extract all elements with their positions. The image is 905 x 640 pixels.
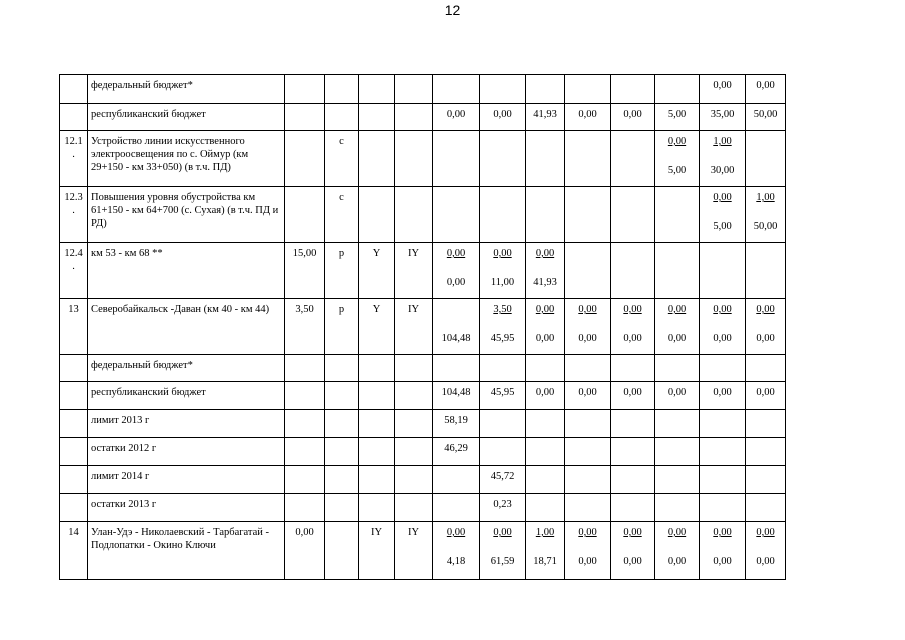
row-name: лимит 2013 г: [88, 410, 285, 438]
row-number: [60, 75, 88, 104]
category-cell: IY: [395, 522, 433, 580]
value-cell: 0,00 5,00: [700, 187, 746, 243]
page-number: 12: [444, 2, 461, 18]
row-name: км 53 - км 68 **: [88, 243, 285, 299]
value-cell: 1,00 18,71: [526, 522, 565, 580]
value-cell: 0,00 0,00: [565, 522, 611, 580]
table-row: [60, 243, 786, 299]
row-name: республиканский бюджет: [88, 104, 285, 131]
work-type: р: [325, 299, 359, 355]
row-number: 14: [60, 522, 88, 580]
value-cell: 0,00 0,00: [433, 243, 480, 299]
row-name: федеральный бюджет*: [88, 75, 285, 104]
value-cell: 0,00 0,00: [746, 522, 786, 580]
table-row: [60, 187, 786, 243]
row-name: лимит 2014 г: [88, 466, 285, 494]
row-name: Устройство линии искусственного электроосвещения по с. Оймур (км 29+150 - км 33+050) (в т.ч. ПД): [88, 131, 285, 187]
value-cell: 0,00 0,00: [611, 299, 655, 355]
row-number: 12.3 .: [60, 187, 88, 243]
value-cell: 0,00: [526, 382, 565, 410]
table-row: [60, 382, 786, 410]
value-cell: 0,00 0,00: [655, 522, 700, 580]
length-cell: 0,00: [285, 522, 325, 580]
row-name: остатки 2013 г: [88, 494, 285, 522]
row-name: Северобайкальск -Даван (км 40 - км 44): [88, 299, 285, 355]
table-row: [60, 299, 786, 355]
table-row: [60, 438, 786, 466]
category-cell: Y: [359, 243, 395, 299]
value-cell: 45,95: [480, 382, 526, 410]
table-row: [60, 104, 786, 131]
value-cell: 0,00 0,00: [700, 522, 746, 580]
value-cell: 0,00 0,00: [565, 299, 611, 355]
value-cell: 5,00: [655, 104, 700, 131]
row-name: Повышения уровня обустройства км 61+150 - км 64+700 (с. Сухая) (в т.ч. ПД и РД): [88, 187, 285, 243]
work-type: с: [325, 187, 359, 243]
value-cell: 0,00 0,00: [746, 299, 786, 355]
table-row: [60, 466, 786, 494]
value-cell: 35,00: [700, 104, 746, 131]
value-cell: 46,29: [433, 438, 480, 466]
value-cell: 0,00: [433, 104, 480, 131]
value-cell: 58,19: [433, 410, 480, 438]
value-cell: 0,23: [480, 494, 526, 522]
work-type: с: [325, 131, 359, 187]
row-name: республиканский бюджет: [88, 382, 285, 410]
value-cell: 0,00 0,00: [700, 299, 746, 355]
value-cell: 0,00: [700, 382, 746, 410]
category-cell: IY: [395, 243, 433, 299]
row-name: остатки 2012 г: [88, 438, 285, 466]
table-row: [60, 75, 786, 104]
budget-table: [59, 74, 786, 580]
value-cell: 104,48: [433, 299, 480, 355]
work-type: р: [325, 243, 359, 299]
row-number: 12.4 .: [60, 243, 88, 299]
value-cell: 41,93: [526, 104, 565, 131]
category-cell: IY: [395, 299, 433, 355]
value-cell: 0,00 11,00: [480, 243, 526, 299]
value-cell: 0,00: [611, 104, 655, 131]
value-cell: 50,00: [746, 104, 786, 131]
value-cell: 0,00: [655, 382, 700, 410]
row-name: Улан-Удэ - Николаевский - Тарбагатай - Подлопатки - Окино Ключи: [88, 522, 285, 580]
value-cell: 104,48: [433, 382, 480, 410]
value-cell: 1,00 30,00: [700, 131, 746, 187]
table-row: [60, 131, 786, 187]
row-name: федеральный бюджет*: [88, 355, 285, 382]
value-cell: 0,00: [611, 382, 655, 410]
length-cell: 3,50: [285, 299, 325, 355]
value-cell: 0,00 0,00: [655, 299, 700, 355]
value-cell: 0,00: [746, 75, 786, 104]
length-cell: 15,00: [285, 243, 325, 299]
value-cell: 1,00 50,00: [746, 187, 786, 243]
value-cell: 0,00 4,18: [433, 522, 480, 580]
table-row: [60, 522, 786, 580]
value-cell: 0,00 0,00: [526, 299, 565, 355]
value-cell: 0,00 41,93: [526, 243, 565, 299]
value-cell: 0,00: [700, 75, 746, 104]
value-cell: 0,00: [480, 104, 526, 131]
value-cell: 0,00 5,00: [655, 131, 700, 187]
row-number: 13: [60, 299, 88, 355]
table-row: [60, 494, 786, 522]
category-cell: Y: [359, 299, 395, 355]
value-cell: 0,00: [565, 104, 611, 131]
value-cell: 0,00: [565, 382, 611, 410]
value-cell: 45,72: [480, 466, 526, 494]
category-cell: IY: [359, 522, 395, 580]
value-cell: 3,50 45,95: [480, 299, 526, 355]
table-row: [60, 355, 786, 382]
table-row: [60, 410, 786, 438]
value-cell: 0,00 61,59: [480, 522, 526, 580]
value-cell: 0,00: [746, 382, 786, 410]
value-cell: 0,00 0,00: [611, 522, 655, 580]
row-number: 12.1 .: [60, 131, 88, 187]
